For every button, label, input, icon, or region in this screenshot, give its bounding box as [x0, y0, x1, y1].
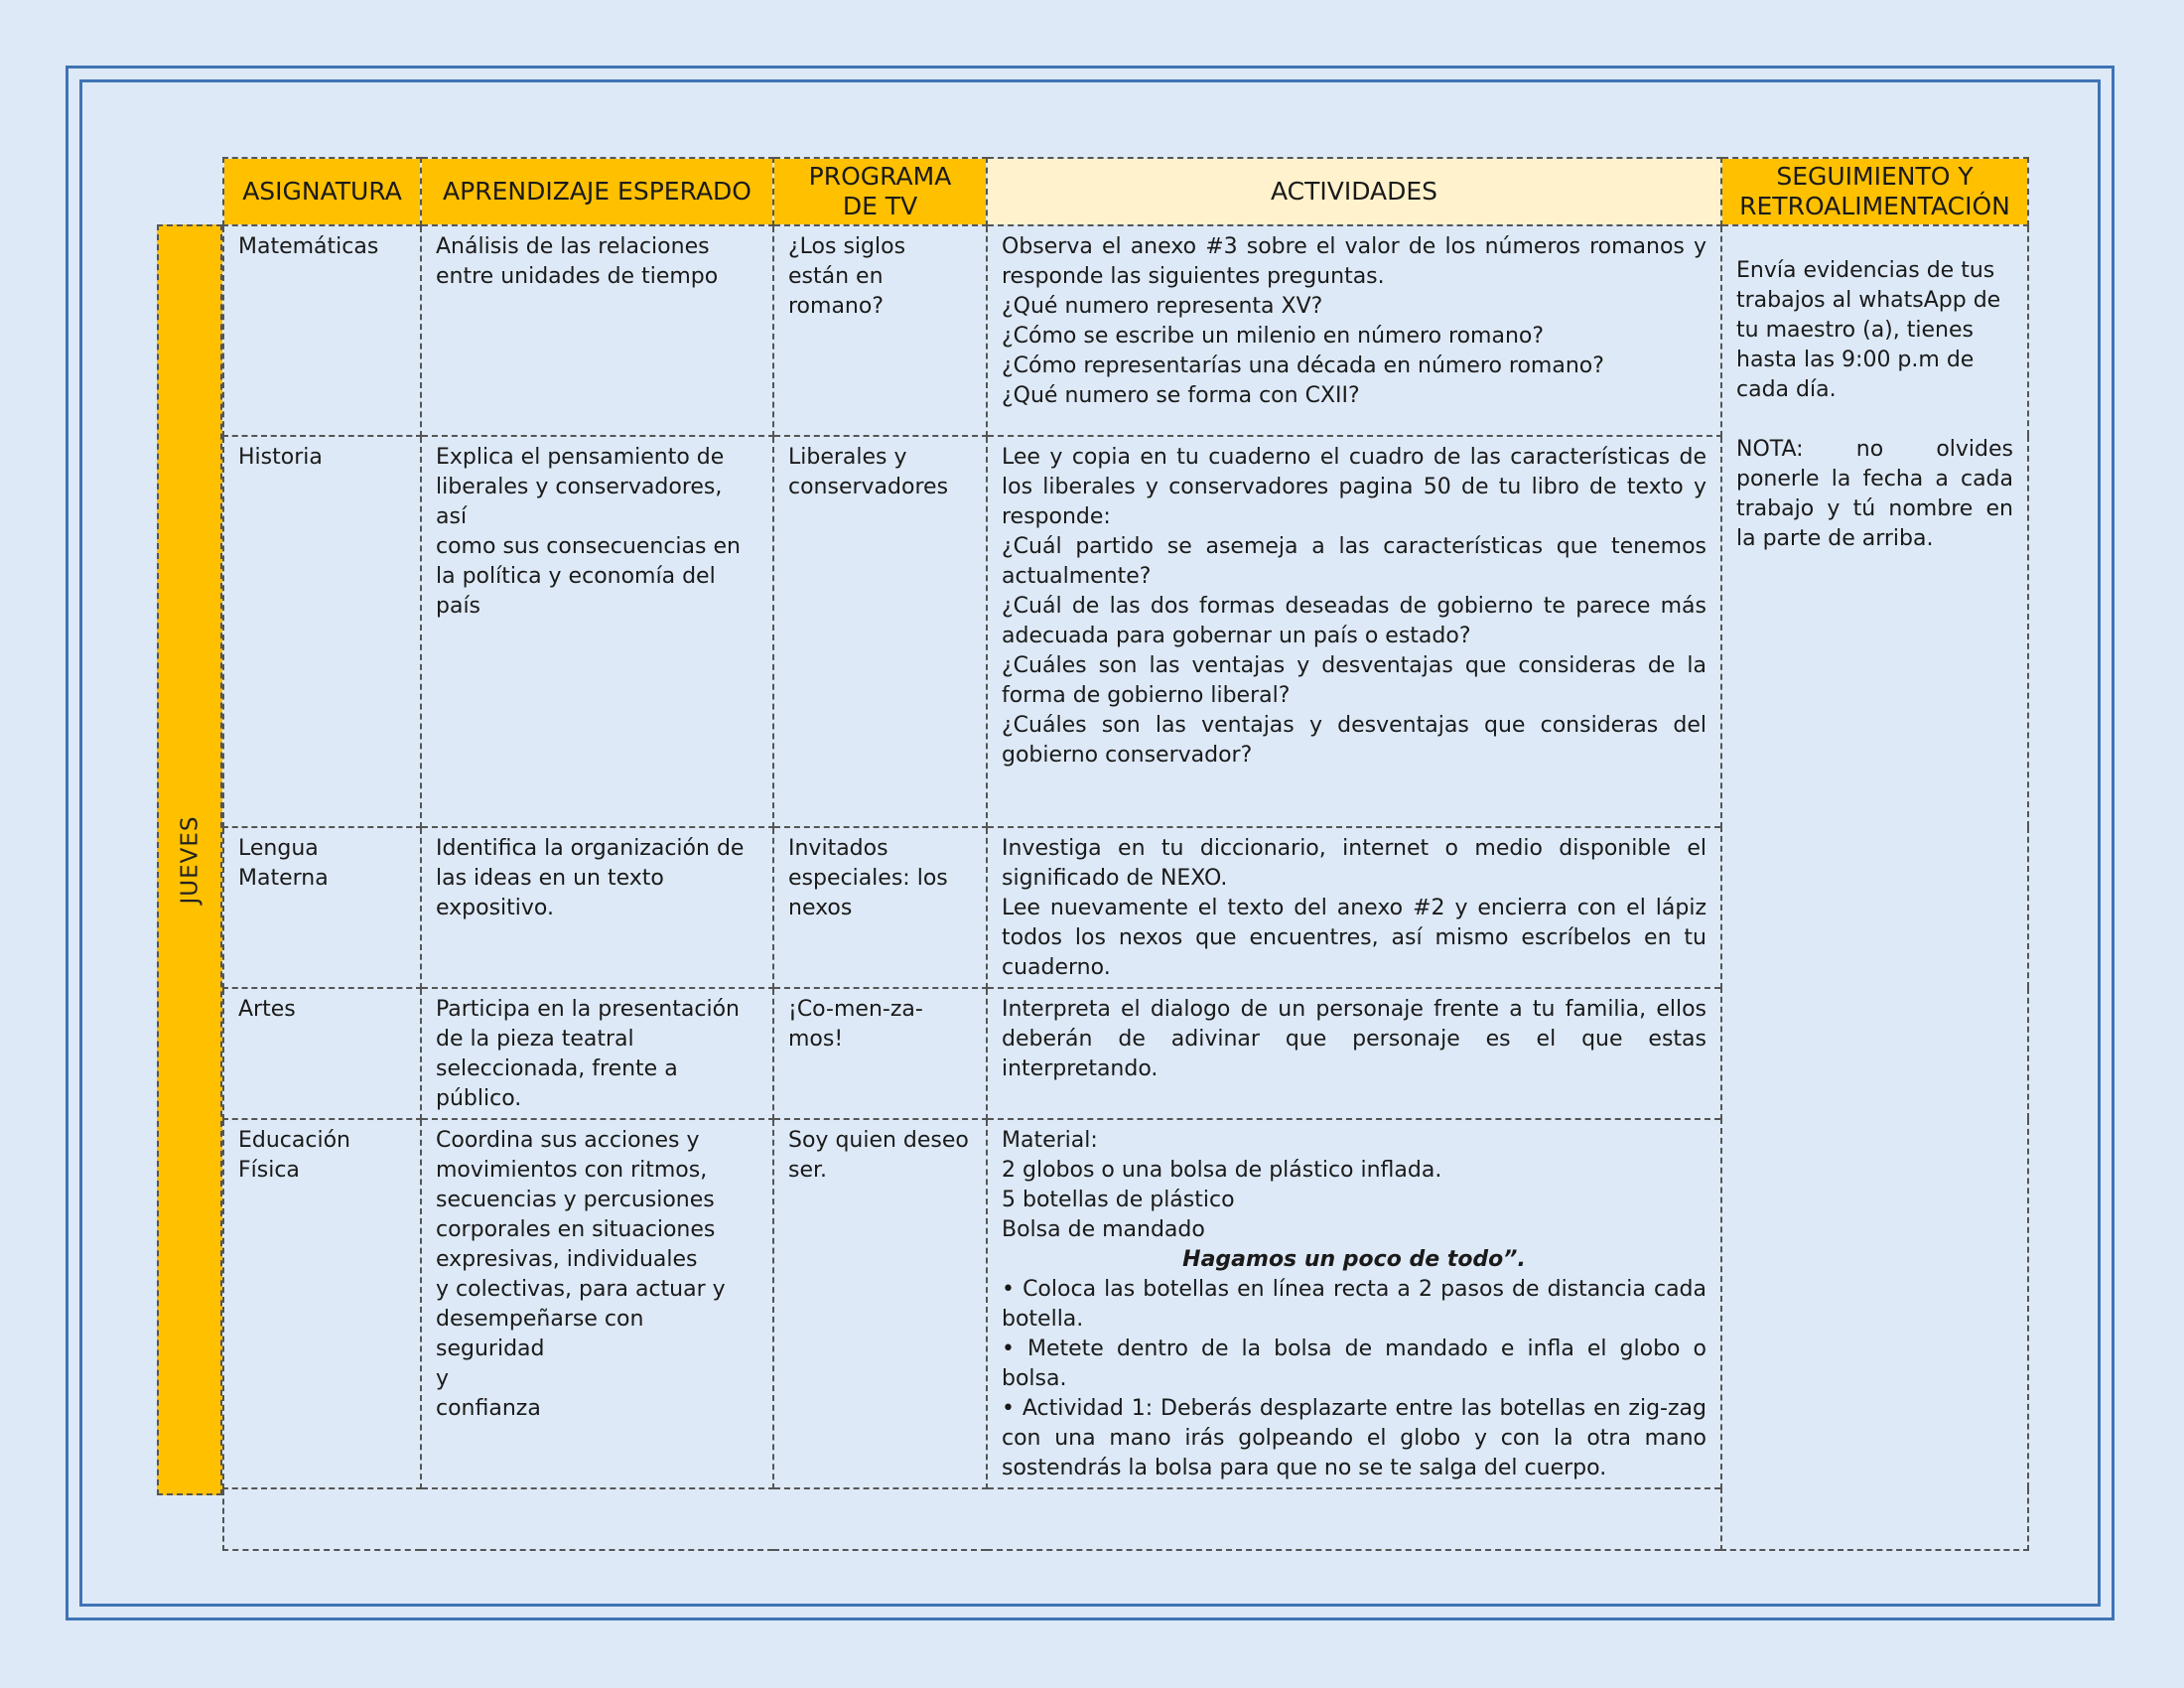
cell-asignatura: Artes: [223, 988, 421, 1119]
cell-actividades: Material: 2 globos o una bolsa de plástico inflada. 5 botellas de plástico Bolsa de mandado Hagamos un poco de todo”. • Coloca las botellas en línea recta a 2 pasos de distancia cada botella. • Metete dentro de la bolsa de mandado e infla el globo o bolsa. • Actividad 1: Deberás desplazarte entre las botellas en zig-zag con una mano irás golpeando el globo y con la otra mano sostendrás la bolsa para que no se te salga del cuerpo.: [987, 1119, 1721, 1488]
cell-actividades: Observa el anexo #3 sobre el valor de los números romanos y responde las siguientes preguntas. ¿Qué numero representa XV? ¿Cómo se escribe un milenio en número romano? ¿Cómo representarías una década en número romano? ¿Qué numero se forma con CXII?: [987, 225, 1721, 436]
cell-programa: Soy quien deseo ser.: [773, 1119, 987, 1488]
cell-aprendizaje: Análisis de las relaciones entre unidades de tiempo: [421, 225, 773, 436]
cell-programa: Liberales y conservadores: [773, 436, 987, 827]
cell-programa: ¡Co-men-za-mos!: [773, 988, 987, 1119]
cell-programa: ¿Los siglos están en romano?: [773, 225, 987, 436]
cell-empty: [223, 1488, 1721, 1550]
activity-title: Hagamos un poco de todo”.: [1182, 1247, 1526, 1272]
header-seguimiento: SEGUIMIENTO Y RETROALIMENTACIÓN: [1721, 158, 2028, 225]
cell-programa: Invitados especiales: los nexos: [773, 827, 987, 988]
header-row: [223, 158, 2028, 225]
cell-actividades: Lee y copia en tu cuaderno el cuadro de las características de los liberales y conservadores pagina 50 de tu libro de texto y responde: ¿Cuál partido se asemeja a las características que tenemos actualmente? ¿Cuál de las dos formas deseadas de gobierno te parece más adecuada para gobernar un país o estado? ¿Cuáles son las ventajas y desventajas que consideras de la forma de gobierno liberal? ¿Cuáles son las ventajas y desventajas que consideras del gobierno conservador?: [987, 436, 1721, 827]
cell-asignatura: Lengua Materna: [223, 827, 421, 988]
cell-asignatura: Historia: [223, 436, 421, 827]
cell-aprendizaje: Coordina sus acciones y movimientos con ritmos, secuencias y percusiones corporales en situaciones expresivas, individuales y colectivas, para actuar y desempeñarse con seguridad y confianza: [421, 1119, 773, 1488]
day-label: JUEVES: [177, 815, 204, 905]
cell-actividades: Interpreta el dialogo de un personaje frente a tu familia, ellos deberán de adivinar que personaje es el que estas interpretando.: [987, 988, 1721, 1119]
cell-asignatura: Matemáticas: [223, 225, 421, 436]
cell-actividades: Investiga en tu diccionario, internet o medio disponible el significado de NEXO. Lee nuevamente el texto del anexo #2 y encierra con el lápiz todos los nexos que encuentres, así mismo escríbelos en tu cuaderno.: [987, 827, 1721, 988]
cell-aprendizaje: Explica el pensamiento de liberales y conservadores, así como sus consecuencias en la política y economía del país: [421, 436, 773, 827]
seguimiento-nota: ponerle la fecha a cada trabajo y tú nombre en la parte de arriba.: [1736, 467, 2013, 551]
header-programa: PROGRAMA DE TV: [773, 158, 987, 225]
header-asignatura: ASIGNATURA: [223, 158, 421, 225]
cell-aprendizaje: Participa en la presentación de la pieza teatral seleccionada, frente a público.: [421, 988, 773, 1119]
header-actividades: ACTIVIDADES: [987, 158, 1721, 225]
header-aprendizaje: APRENDIZAJE ESPERADO: [421, 158, 773, 225]
day-label-bar: [157, 224, 222, 1495]
cell-asignatura: Educación Física: [223, 1119, 421, 1488]
lesson-plan-table: [222, 157, 2029, 1551]
table-row: [223, 225, 2028, 436]
seguimiento-nota-title: NOTA: no olvides: [1736, 437, 2013, 462]
seguimiento-evidencias: Envía evidencias de tus trabajos al whatsApp de tu maestro (a), tienes hasta las 9:00 p.m de cada día.: [1736, 258, 2001, 402]
cell-seguimiento: [1721, 225, 2028, 1550]
cell-aprendizaje: Identifica la organización de las ideas en un texto expositivo.: [421, 827, 773, 988]
